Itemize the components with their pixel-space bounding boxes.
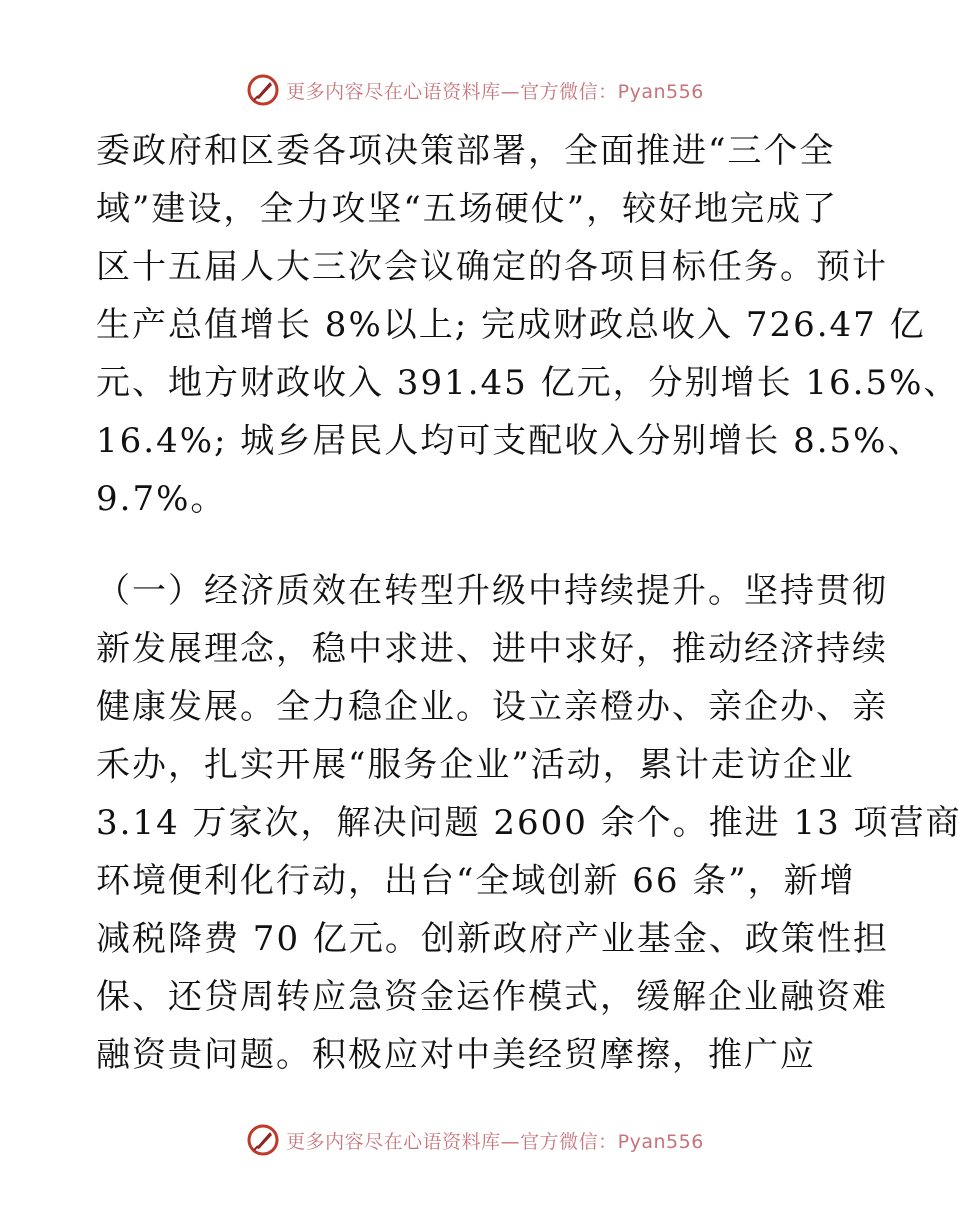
text-line: 9.7%。 [96, 479, 227, 519]
text-line: 新发展理念，稳中求进、进中求好，推动经济持续 [96, 629, 888, 669]
paragraph-spacer [96, 528, 856, 562]
text-line: 环境便利化行动，出台“全域创新 66 条”，新增 [96, 861, 856, 901]
text-line: 元、地方财政收入 391.45 亿元，分别增长 16.5%、 [96, 363, 960, 403]
text-line: 域”建设，全力攻坚“五场硬仗”，较好地完成了 [96, 189, 839, 229]
header-watermark-text: 更多内容尽在心语资料库—官方微信：Pyan556 [286, 80, 704, 103]
text-line: 禾办，扎实开展“服务企业”活动，累计走访企业 [96, 745, 855, 785]
footer-watermark-text: 更多内容尽在心语资料库—官方微信：Pyan556 [286, 1130, 704, 1153]
quill-logo-icon [246, 73, 280, 107]
document-body [96, 122, 962, 1084]
text-line: 3.14 万家次，解决问题 2600 余个。推进 13 项营商 [96, 803, 962, 843]
footer-watermark [0, 1120, 950, 1160]
text-line: 委政府和区委各项决策部署，全面推进“三个全 [96, 131, 836, 171]
text-line: 保、还贷周转应急资金运作模式，缓解企业融资难 [96, 977, 888, 1017]
text-line: 减税降费 70 亿元。创新政府产业基金、政策性担 [96, 919, 889, 959]
text-line: 区十五届人大三次会议确定的各项目标任务。预计 [96, 247, 888, 287]
paragraph-1 [96, 122, 960, 528]
text-line: 融资贵问题。积极应对中美经贸摩擦，推广应 [96, 1035, 816, 1075]
text-line: 16.4%; 城乡居民人均可支配收入分别增长 8.5%、 [96, 421, 924, 461]
paragraph-2 [96, 562, 962, 1084]
text-line: 生产总值增长 8%以上; 完成财政总收入 726.47 亿 [96, 305, 926, 345]
header-watermark [0, 70, 950, 110]
text-line: （一）经济质效在转型升级中持续提升。坚持贯彻 [96, 571, 888, 611]
quill-logo-icon [246, 1123, 280, 1157]
text-line: 健康发展。全力稳企业。设立亲橙办、亲企办、亲 [96, 687, 888, 727]
